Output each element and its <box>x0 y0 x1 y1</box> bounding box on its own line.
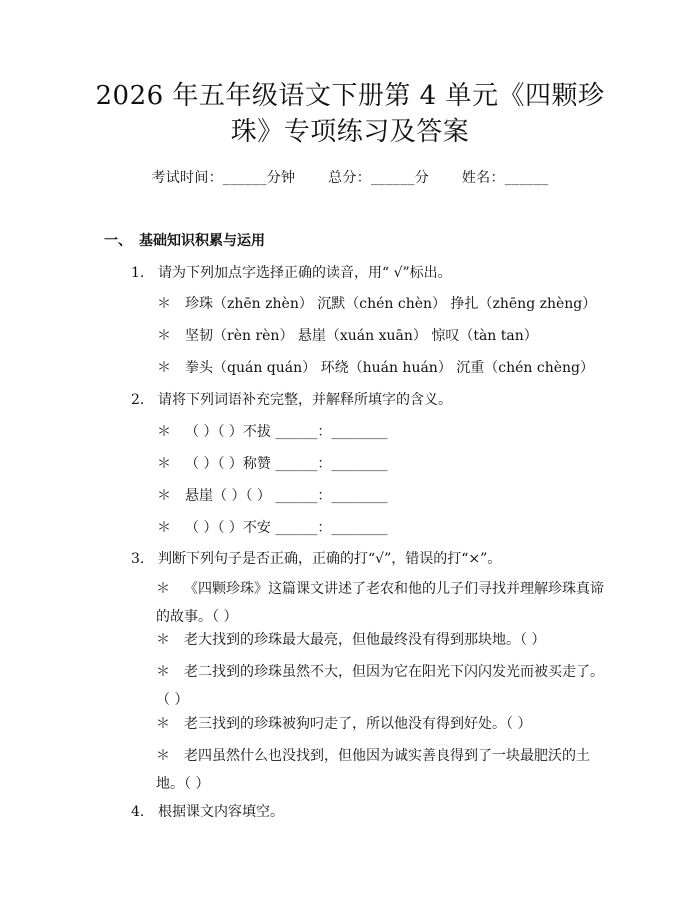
bullet: ＊ <box>156 632 170 648</box>
question-text: 判断下列句子是否正确，正确的打“√”，错误的打“×”。 <box>158 551 502 567</box>
q2-item <box>157 485 387 505</box>
bullet: ＊ <box>157 296 171 312</box>
q2-item <box>157 453 387 473</box>
bullet: ＊ <box>157 488 171 504</box>
q1-item <box>157 325 538 345</box>
q1-item-text: 拳头（quán quán） 环绕（huán huán） 沉重（chén chèng） <box>185 360 595 376</box>
question-number: 2. <box>131 392 145 408</box>
q2-item-text: （ ）（ ）不拔 ______：________ <box>185 424 388 440</box>
bullet: ＊ <box>157 424 171 440</box>
bullet: ＊ <box>157 360 171 376</box>
q1-item <box>157 357 594 377</box>
q3-item <box>104 658 604 714</box>
q3-item-text: 老大找到的珍珠最大最亮，但他最终没有得到那块地。（ ） <box>184 632 546 648</box>
title-line-2: 珠》专项练习及答案 <box>230 117 470 147</box>
question-text: 请将下列词语补充完整，并解释所填字的含义。 <box>158 392 452 408</box>
title-line-1: 2026 年五年级语文下册第 4 单元《四颗珍 <box>95 81 605 111</box>
q2-item-text: 悬崖（ ）（ ） ______：________ <box>185 488 388 504</box>
q3-item <box>104 742 604 798</box>
q1-item-text: 珍珠（zhēn zhèn） 沉默（chén chèn） 挣扎（zhēng zhèng） <box>185 296 597 312</box>
exam-meta <box>0 167 700 187</box>
q3-item <box>104 626 604 654</box>
question-text: 根据课文内容填空。 <box>158 804 284 820</box>
q1-item <box>157 293 596 313</box>
question-3 <box>131 548 501 568</box>
question-text: 请为下列加点字选择正确的读音，用“ √”标出。 <box>158 265 452 281</box>
bullet: ＊ <box>157 520 171 536</box>
question-number: 3. <box>131 551 145 567</box>
exam-time: 考试时间：______分钟 <box>151 170 296 186</box>
exam-name: 姓名：______ <box>461 170 549 186</box>
q2-item-text: （ ）（ ）称赞 ______：________ <box>185 456 388 472</box>
bullet: ＊ <box>156 664 170 680</box>
bullet: ＊ <box>157 328 171 344</box>
question-2 <box>131 389 452 409</box>
q3-item-text: 《四颗珍珠》这篇课文讲述了老农和他的儿子们寻找并理解珍珠真谛的故事。（ ） <box>156 581 604 625</box>
question-number: 4. <box>131 804 145 820</box>
bullet: ＊ <box>156 581 170 597</box>
q3-item-text: 老三找到的珍珠被狗叼走了，所以他没有得到好处。（ ） <box>184 716 532 732</box>
q1-item-text: 坚韧（rèn rèn） 悬崖（xuán xuān） 惊叹（tàn tan） <box>185 328 538 344</box>
bullet: ＊ <box>157 456 171 472</box>
question-number: 1. <box>131 265 145 281</box>
q2-item <box>157 517 387 537</box>
q2-item <box>157 421 387 441</box>
q3-item <box>104 575 604 631</box>
question-1 <box>131 262 452 282</box>
q2-item-text: （ ）（ ）不安 ______：________ <box>185 520 388 536</box>
section-heading: 一、 基础知识积累与运用 <box>104 233 265 249</box>
q3-item-text: 老二找到的珍珠虽然不大，但因为它在阳光下闪闪发光而被买走了。（ ） <box>156 664 604 708</box>
question-4 <box>131 801 284 821</box>
q3-item <box>104 710 604 738</box>
document-title <box>70 78 630 150</box>
bullet: ＊ <box>156 748 170 764</box>
exam-score: 总分：______分 <box>328 170 430 186</box>
q3-item-text: 老四虽然什么也没找到，但他因为诚实善良得到了一块最肥沃的土地。（ ） <box>156 748 590 792</box>
bullet: ＊ <box>156 716 170 732</box>
